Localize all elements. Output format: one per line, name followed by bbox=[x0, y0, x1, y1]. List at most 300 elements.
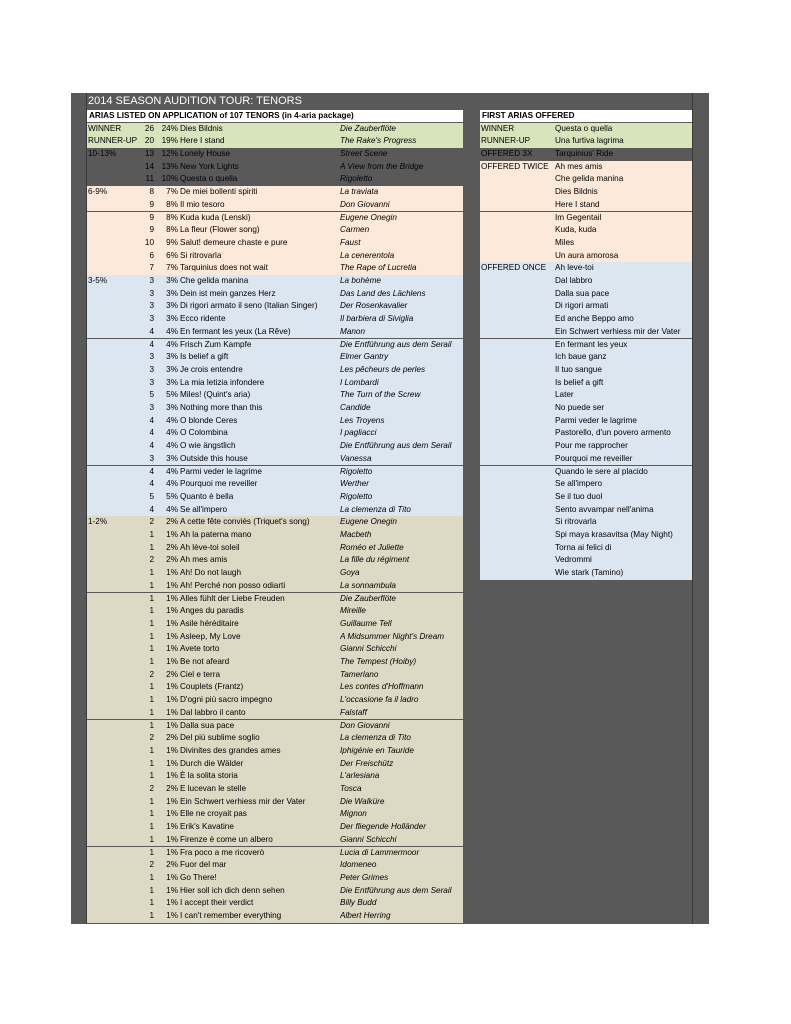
aria-count: 1 bbox=[149, 606, 154, 616]
offer-row bbox=[480, 504, 692, 517]
aria-title: O blonde Ceres bbox=[180, 415, 238, 425]
aria-row bbox=[87, 313, 463, 326]
aria-percent: 1% bbox=[166, 580, 178, 590]
aria-band-label: 6-9% bbox=[88, 187, 108, 197]
aria-row bbox=[87, 872, 463, 885]
opera-title: Albert Herring bbox=[340, 911, 391, 920]
aria-percent: 1% bbox=[166, 682, 178, 692]
aria-percent: 9% bbox=[166, 237, 178, 247]
aria-title: E lucevan le stelle bbox=[180, 784, 246, 793]
aria-row bbox=[87, 681, 463, 694]
aria-title: Fra poco a me ricoverò bbox=[180, 847, 265, 857]
opera-title: Roméo et Juliette bbox=[340, 542, 404, 552]
aria-title: Tarquinius does not wait bbox=[180, 263, 268, 273]
offer-label: OFFERED 3X bbox=[481, 149, 533, 158]
aria-percent: 8% bbox=[166, 225, 178, 235]
aria-title: La fleur (Flower song) bbox=[180, 225, 260, 235]
opera-title: The Rape of Lucretia bbox=[340, 263, 417, 273]
aria-row bbox=[87, 745, 463, 758]
opera-title: Die Zauberflöte bbox=[340, 593, 396, 603]
offer-row bbox=[480, 440, 692, 453]
aria-count: 2 bbox=[149, 784, 154, 793]
opera-title: Der fliegende Holländer bbox=[340, 822, 427, 832]
opera-title: Gianni Schicchi bbox=[340, 644, 397, 654]
aria-percent: 1% bbox=[166, 834, 178, 844]
aria-count: 4 bbox=[149, 479, 154, 489]
offer-row bbox=[480, 364, 692, 377]
aria-percent: 5% bbox=[166, 491, 178, 501]
aria-title: Ah lève-toi soleil bbox=[180, 542, 240, 552]
aria-count: 2 bbox=[149, 517, 154, 527]
aria-title: È la solita storia bbox=[180, 771, 238, 781]
aria-row bbox=[87, 732, 463, 745]
aria-count: 3 bbox=[149, 403, 154, 412]
aria-title: Dein ist mein ganzes Herz bbox=[180, 288, 276, 298]
offer-aria: Una furtiva lagrima bbox=[555, 136, 624, 146]
aria-percent: 1% bbox=[166, 618, 178, 628]
offer-row bbox=[480, 529, 692, 542]
opera-title: La fille du régiment bbox=[340, 555, 410, 565]
aria-percent: 7% bbox=[166, 187, 178, 197]
aria-row bbox=[87, 415, 463, 428]
opera-title: Les contes d'Hoffmann bbox=[340, 682, 424, 692]
aria-title: O Colombina bbox=[180, 428, 228, 438]
aria-title: Is belief a gift bbox=[180, 352, 229, 362]
offer-aria: Is belief a gift bbox=[555, 377, 604, 387]
aria-row bbox=[87, 148, 463, 161]
opera-title: Don Giovanni bbox=[340, 199, 390, 209]
aria-count: 1 bbox=[149, 580, 154, 590]
aria-percent: 8% bbox=[166, 212, 178, 222]
aria-row bbox=[87, 796, 463, 809]
aria-count: 1 bbox=[149, 911, 154, 920]
aria-title: Je crois entendre bbox=[180, 364, 243, 374]
aria-percent: 4% bbox=[166, 326, 178, 336]
opera-title: Tosca bbox=[340, 784, 362, 793]
aria-percent: 1% bbox=[166, 707, 178, 717]
aria-title: Lonely House bbox=[180, 149, 231, 158]
aria-row bbox=[87, 186, 463, 199]
offer-aria: Pourquoi me reveiller bbox=[555, 453, 633, 463]
aria-row bbox=[87, 783, 463, 796]
aria-count: 1 bbox=[149, 809, 154, 819]
aria-count: 4 bbox=[149, 428, 154, 438]
aria-count: 1 bbox=[149, 707, 154, 717]
aria-title: De miei bollenti spiriti bbox=[180, 187, 258, 197]
aria-count: 4 bbox=[149, 326, 154, 336]
aria-row bbox=[87, 326, 463, 339]
aria-row bbox=[87, 491, 463, 504]
offer-aria: Ein Schwert verhiess mir der Vater bbox=[555, 326, 681, 336]
aria-percent: 1% bbox=[166, 847, 178, 857]
offer-aria: Dalla sua pace bbox=[555, 288, 610, 298]
offer-row bbox=[480, 516, 692, 529]
opera-title: Guillaume Tell bbox=[340, 618, 392, 628]
opera-title: Tamerlano bbox=[340, 669, 379, 679]
aria-percent: 7% bbox=[166, 263, 178, 273]
aria-title: New York Lights bbox=[180, 161, 239, 171]
offer-aria: Se all'impero bbox=[555, 479, 603, 489]
aria-percent: 1% bbox=[166, 631, 178, 641]
aria-row bbox=[87, 504, 463, 517]
aria-row bbox=[87, 478, 463, 491]
aria-row bbox=[87, 529, 463, 542]
aria-row bbox=[87, 758, 463, 771]
aria-percent: 1% bbox=[166, 568, 178, 578]
opera-title: Carmen bbox=[340, 225, 370, 235]
opera-title: La sonnambula bbox=[340, 580, 396, 590]
opera-title: Les Troyens bbox=[340, 415, 385, 425]
aria-percent: 19% bbox=[161, 136, 178, 146]
aria-count: 2 bbox=[149, 733, 154, 743]
offer-row bbox=[480, 554, 692, 567]
aria-count: 1 bbox=[149, 758, 154, 768]
aria-percent: 2% bbox=[166, 517, 178, 527]
aria-percent: 6% bbox=[166, 250, 178, 260]
opera-title: Goya bbox=[340, 568, 360, 578]
aria-percent: 4% bbox=[166, 415, 178, 425]
aria-count: 1 bbox=[149, 847, 154, 857]
aria-title: Divinites des grandes ames bbox=[180, 745, 281, 755]
aria-percent: 1% bbox=[166, 796, 178, 806]
aria-title: Dies Bildnis bbox=[180, 123, 223, 133]
offer-aria: Kuda, kuda bbox=[555, 225, 597, 235]
aria-percent: 1% bbox=[166, 530, 178, 539]
aria-count: 1 bbox=[149, 644, 154, 654]
opera-title: Eugene Onegin bbox=[340, 212, 397, 222]
opera-title: L'arlesiana bbox=[340, 771, 380, 781]
aria-count: 5 bbox=[149, 390, 154, 400]
offer-aria: Spi maya krasavitsa (May Night) bbox=[555, 530, 673, 539]
opera-title: Billy Budd bbox=[340, 898, 377, 908]
offer-row bbox=[480, 173, 692, 186]
aria-count: 1 bbox=[149, 657, 154, 666]
opera-title: Werther bbox=[340, 479, 369, 489]
offer-row bbox=[480, 237, 692, 250]
opera-title: Faust bbox=[340, 237, 361, 247]
offer-aria: Here I stand bbox=[555, 199, 600, 209]
aria-title: Be not afeard bbox=[180, 657, 230, 666]
offer-label: RUNNER-UP bbox=[481, 136, 531, 146]
opera-title: Lucia di Lammermoor bbox=[340, 847, 420, 857]
aria-percent: 4% bbox=[166, 339, 178, 349]
aria-count: 4 bbox=[149, 415, 154, 425]
offer-row bbox=[480, 250, 692, 263]
aria-title: Hier soll ich dich denn sehen bbox=[180, 885, 285, 895]
aria-title: Alles fühlt der Liebe Freuden bbox=[180, 593, 285, 603]
aria-count: 1 bbox=[149, 542, 154, 552]
aria-percent: 1% bbox=[166, 822, 178, 832]
aria-title: Outside this house bbox=[180, 453, 248, 463]
aria-count: 1 bbox=[149, 720, 154, 730]
aria-title: Couplets (Frantz) bbox=[180, 682, 244, 692]
aria-row bbox=[87, 707, 463, 720]
aria-percent: 1% bbox=[166, 644, 178, 654]
offer-aria: Sento avvampar nell'anima bbox=[555, 504, 654, 514]
offer-row bbox=[480, 466, 692, 479]
aria-row bbox=[87, 694, 463, 707]
aria-percent: 2% bbox=[166, 733, 178, 743]
aria-row bbox=[87, 808, 463, 821]
aria-title: Kuda kuda (Lenski) bbox=[180, 212, 251, 222]
offer-row bbox=[480, 212, 692, 225]
opera-title: Der Rosenkavalier bbox=[340, 301, 408, 311]
offer-aria: Miles bbox=[555, 237, 575, 247]
opera-title: I pagliacci bbox=[340, 428, 377, 438]
aria-row bbox=[87, 847, 463, 860]
aria-title: En fermant les yeux (La Rêve) bbox=[180, 326, 291, 336]
aria-count: 4 bbox=[149, 441, 154, 451]
aria-percent: 1% bbox=[166, 720, 178, 730]
offer-label: OFFERED TWICE bbox=[481, 161, 549, 171]
aria-percent: 2% bbox=[166, 784, 178, 793]
aria-percent: 3% bbox=[166, 276, 178, 285]
offer-aria: Il tuo sangue bbox=[555, 364, 602, 374]
aria-row bbox=[87, 364, 463, 377]
offer-row bbox=[480, 427, 692, 440]
aria-count: 5 bbox=[149, 491, 154, 501]
opera-title: Der Freischütz bbox=[340, 758, 394, 768]
offer-aria: Un aura amorosa bbox=[555, 250, 619, 260]
aria-title: I accept their verdict bbox=[180, 898, 254, 908]
aria-band-label: WINNER bbox=[88, 123, 122, 133]
aria-count: 8 bbox=[149, 187, 154, 197]
aria-percent: 3% bbox=[166, 453, 178, 463]
aria-title: I can't remember everything bbox=[180, 911, 282, 920]
aria-title: Dal labbro il canto bbox=[180, 707, 246, 717]
aria-count: 1 bbox=[149, 796, 154, 806]
offer-aria: Torna ai felici di bbox=[555, 542, 612, 552]
aria-percent: 1% bbox=[166, 745, 178, 755]
aria-row bbox=[87, 656, 463, 669]
offer-row bbox=[480, 491, 692, 504]
aria-count: 4 bbox=[149, 339, 154, 349]
aria-row bbox=[87, 262, 463, 275]
opera-title: Les pêcheurs de perles bbox=[340, 364, 426, 374]
offer-row bbox=[480, 186, 692, 199]
aria-percent: 3% bbox=[166, 364, 178, 374]
offer-aria: Si ritrovarla bbox=[555, 517, 597, 527]
aria-title: Nothing more than this bbox=[180, 403, 263, 412]
opera-title: A View from the Bridge bbox=[340, 161, 424, 171]
aria-percent: 8% bbox=[166, 199, 178, 209]
opera-title: Rigoletto bbox=[340, 491, 373, 501]
aria-row bbox=[87, 910, 463, 923]
aria-title: Dalla sua pace bbox=[180, 720, 235, 730]
offer-label: OFFERED ONCE bbox=[481, 263, 547, 273]
aria-percent: 1% bbox=[166, 758, 178, 768]
aria-title: Elle ne croyait pas bbox=[180, 809, 247, 819]
offer-aria: Ah mes amis bbox=[555, 161, 603, 171]
opera-title: Rigoletto bbox=[340, 466, 373, 476]
aria-count: 1 bbox=[149, 898, 154, 908]
aria-row bbox=[87, 897, 463, 910]
aria-title: Anges du paradis bbox=[180, 606, 244, 616]
aria-percent: 1% bbox=[166, 606, 178, 616]
aria-count: 2 bbox=[149, 860, 154, 870]
aria-title: Ah! Do not laugh bbox=[180, 568, 241, 578]
opera-title: La cenerentola bbox=[340, 250, 395, 260]
aria-title: Go There! bbox=[180, 872, 217, 882]
offer-aria: Later bbox=[555, 390, 574, 400]
aria-count: 3 bbox=[149, 364, 154, 374]
aria-title: Fuor del mar bbox=[180, 860, 227, 870]
aria-count: 10 bbox=[144, 237, 154, 247]
aria-count: 6 bbox=[149, 250, 154, 260]
aria-count: 26 bbox=[144, 123, 154, 133]
opera-title: Rigoletto bbox=[340, 174, 373, 184]
aria-percent: 1% bbox=[166, 885, 178, 895]
opera-title: Idomeneo bbox=[340, 860, 377, 870]
aria-row bbox=[87, 554, 463, 567]
aria-row bbox=[87, 402, 463, 415]
aria-row bbox=[87, 770, 463, 783]
aria-percent: 4% bbox=[166, 441, 178, 451]
aria-count: 3 bbox=[149, 288, 154, 298]
aria-count: 1 bbox=[149, 682, 154, 692]
opera-title: I Lombardi bbox=[340, 377, 379, 387]
aria-row bbox=[87, 135, 463, 148]
opera-title: Il barbiera di Siviglia bbox=[340, 314, 414, 324]
aria-row bbox=[87, 275, 463, 288]
opera-title: Manon bbox=[340, 326, 366, 336]
aria-count: 4 bbox=[149, 466, 154, 476]
offer-row bbox=[480, 300, 692, 313]
aria-percent: 2% bbox=[166, 555, 178, 565]
aria-percent: 2% bbox=[166, 669, 178, 679]
aria-row bbox=[87, 643, 463, 656]
aria-title: Se all'impero bbox=[180, 504, 228, 514]
opera-title: La clemenza di Tito bbox=[340, 733, 411, 743]
aria-title: A cette fête conviés (Triquet's song) bbox=[180, 517, 310, 527]
aria-percent: 4% bbox=[166, 504, 178, 514]
aria-row bbox=[87, 466, 463, 479]
aria-row bbox=[87, 669, 463, 682]
aria-row bbox=[87, 123, 463, 136]
opera-title: La clemenza di Tito bbox=[340, 504, 411, 514]
aria-percent: 10% bbox=[161, 174, 178, 184]
aria-percent: 2% bbox=[166, 860, 178, 870]
aria-percent: 3% bbox=[166, 377, 178, 387]
aria-row bbox=[87, 859, 463, 872]
aria-row bbox=[87, 224, 463, 237]
opera-title: The Turn of the Screw bbox=[340, 390, 421, 400]
offer-aria: Di rigori armati bbox=[555, 301, 609, 311]
aria-percent: 3% bbox=[166, 403, 178, 412]
offer-row bbox=[480, 123, 692, 136]
opera-title: Candide bbox=[340, 403, 371, 412]
aria-row bbox=[87, 377, 463, 390]
aria-percent: 4% bbox=[166, 479, 178, 489]
aria-title: Erik's Kavatine bbox=[180, 822, 234, 832]
aria-count: 1 bbox=[149, 834, 154, 844]
offer-row bbox=[480, 199, 692, 212]
aria-title: D'ogni più sacro impegno bbox=[180, 695, 273, 705]
offer-row bbox=[480, 339, 692, 352]
offer-aria: Pour me rapprocher bbox=[555, 441, 628, 451]
aria-percent: 3% bbox=[166, 301, 178, 311]
aria-count: 1 bbox=[149, 618, 154, 628]
aria-count: 3 bbox=[149, 276, 154, 285]
opera-title: Die Zauberflöte bbox=[340, 123, 396, 133]
aria-count: 1 bbox=[149, 885, 154, 895]
offer-row bbox=[480, 135, 692, 148]
offer-row bbox=[480, 313, 692, 326]
offer-aria: Vedrommi bbox=[555, 555, 592, 565]
aria-title: Si ritrovarla bbox=[180, 250, 222, 260]
aria-count: 1 bbox=[149, 822, 154, 832]
aria-percent: 1% bbox=[166, 695, 178, 705]
offer-aria: No puede ser bbox=[555, 403, 605, 412]
aria-count: 2 bbox=[149, 555, 154, 565]
aria-count: 1 bbox=[149, 593, 154, 603]
aria-row bbox=[87, 821, 463, 834]
aria-row bbox=[87, 389, 463, 402]
aria-count: 3 bbox=[149, 314, 154, 324]
aria-title: Del più sublime soglio bbox=[180, 733, 260, 743]
aria-row bbox=[87, 300, 463, 313]
aria-row bbox=[87, 542, 463, 555]
aria-percent: 12% bbox=[161, 149, 178, 158]
aria-row bbox=[87, 212, 463, 225]
offer-label: WINNER bbox=[481, 123, 515, 133]
offer-aria: Ah leve-toi bbox=[555, 263, 594, 273]
aria-title: Asile héréditaire bbox=[180, 618, 239, 628]
aria-row bbox=[87, 516, 463, 529]
aria-percent: 5% bbox=[166, 390, 178, 400]
offer-row bbox=[480, 275, 692, 288]
aria-count: 3 bbox=[149, 453, 154, 463]
opera-title: The Rake's Progress bbox=[340, 136, 417, 146]
aria-percent: 1% bbox=[166, 657, 178, 666]
offer-row bbox=[480, 389, 692, 402]
aria-count: 3 bbox=[149, 377, 154, 387]
aria-row bbox=[87, 250, 463, 263]
aria-row bbox=[87, 199, 463, 212]
aria-title: O wie ängstlich bbox=[180, 441, 236, 451]
aria-row bbox=[87, 580, 463, 593]
aria-row bbox=[87, 161, 463, 174]
opera-title: Die Entführung aus dem Serail bbox=[340, 441, 452, 451]
opera-title: La bohème bbox=[340, 276, 381, 285]
aria-title: Parmi veder le lagrime bbox=[180, 466, 262, 476]
opera-title: Macbeth bbox=[340, 530, 372, 539]
page-title: 2014 SEASON AUDITION TOUR: TENORS bbox=[88, 95, 302, 107]
aria-count: 9 bbox=[149, 199, 154, 209]
aria-title: Firenze è come un albero bbox=[180, 834, 273, 844]
aria-row bbox=[87, 288, 463, 301]
aria-count: 4 bbox=[149, 504, 154, 514]
aria-percent: 24% bbox=[161, 123, 178, 133]
opera-title: L'occasione fa il ladro bbox=[340, 695, 419, 705]
opera-title: Mignon bbox=[340, 809, 367, 819]
aria-percent: 1% bbox=[166, 593, 178, 603]
aria-count: 3 bbox=[149, 352, 154, 362]
aria-row bbox=[87, 618, 463, 631]
aria-title: Il mio tesoro bbox=[180, 199, 225, 209]
aria-title: Pourquoi me reveiller bbox=[180, 479, 258, 489]
aria-band-label: 3-5% bbox=[88, 276, 108, 285]
aria-row bbox=[87, 834, 463, 847]
opera-title: Peter Grimes bbox=[340, 872, 389, 882]
aria-title: Here I stand bbox=[180, 136, 225, 146]
opera-title: Falstaff bbox=[340, 707, 367, 717]
opera-title: The Tempest (Hoiby) bbox=[340, 657, 417, 666]
aria-row bbox=[87, 351, 463, 364]
aria-title: Asleep, My Love bbox=[180, 631, 241, 641]
offer-aria: Tarquinius' Ride bbox=[555, 149, 613, 158]
opera-title: Eugene Onegin bbox=[340, 517, 397, 527]
